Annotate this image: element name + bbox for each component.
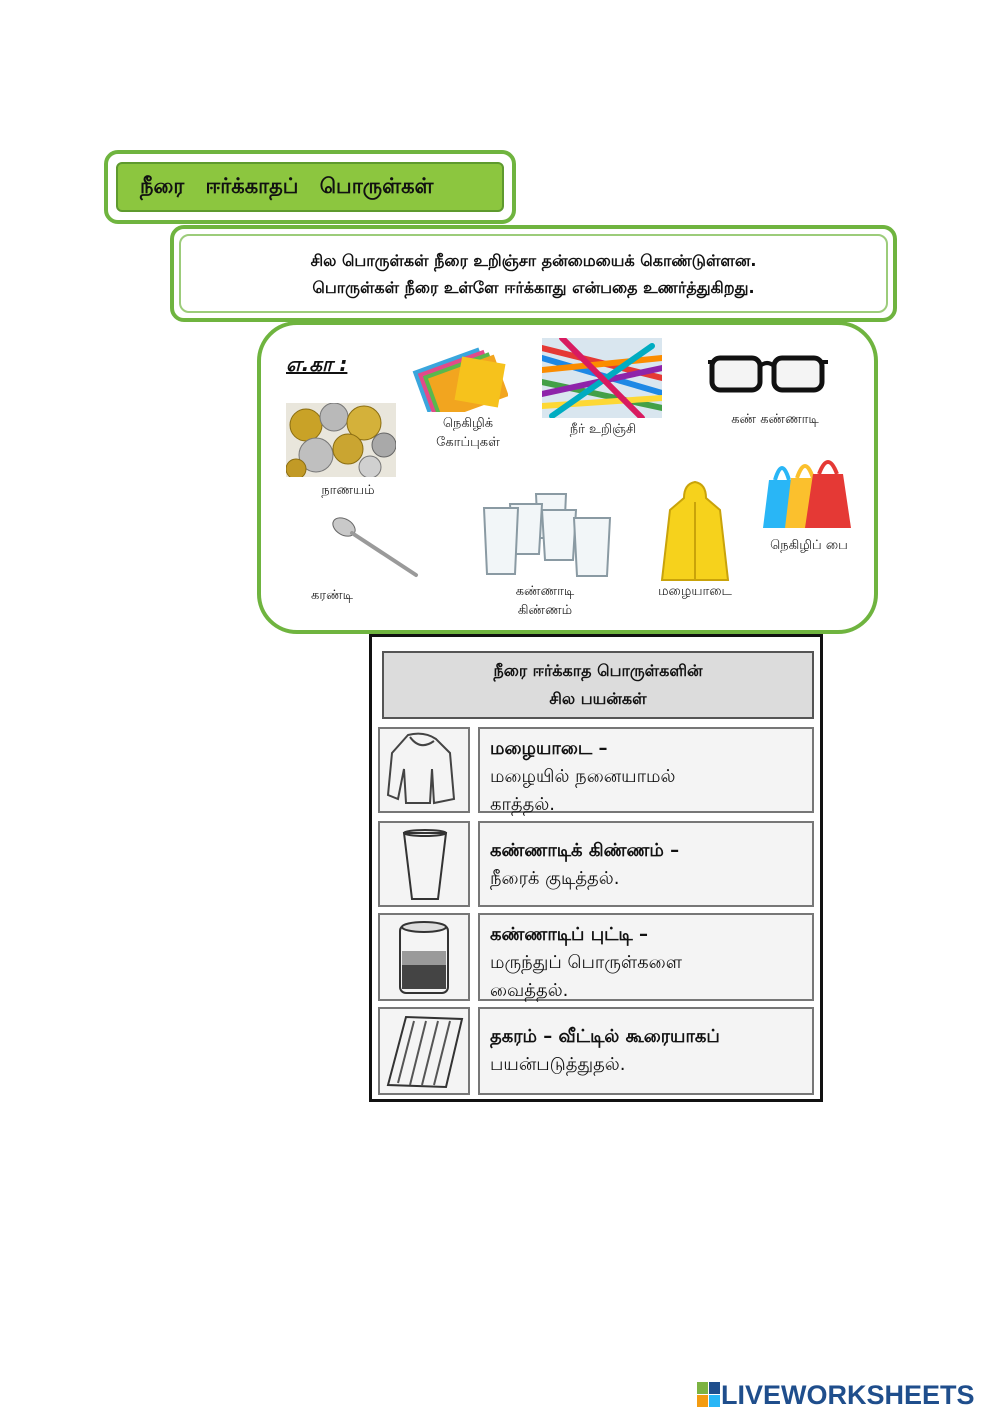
- description-line-2: பொருள்கள் நீரை உள்ளே ஈர்க்காது என்பதை உணர்த்துகிறது.: [312, 277, 755, 297]
- use-row-2-line-1: நீரைக் குடித்தல்.: [490, 868, 620, 889]
- drinking-glass-caption: [500, 582, 590, 620]
- example-label: எ.கா :: [286, 352, 348, 376]
- use-row-1-line-1: மழையில் நனையாமல்: [490, 766, 676, 787]
- use-row-2: [478, 821, 814, 907]
- plastic-files-caption-line-1: நெகிழிக்: [442, 416, 494, 431]
- straw-image: [542, 338, 662, 418]
- plastic-bag-image: [755, 450, 853, 530]
- use-row-4-name: தகரம் – வீட்டில் கூரையாகப்: [490, 1026, 720, 1047]
- use-row-4-line-1: பயன்படுத்துதல்.: [490, 1054, 626, 1075]
- uses-header-line-1: நீரை ஈர்க்காத பொருள்களின்: [493, 661, 703, 680]
- description-line-1: சில பொருள்கள் நீரை உறிஞ்சா தன்மையைக் கொண்டுள்ளன.: [310, 250, 757, 270]
- uses-table: [369, 634, 823, 1102]
- raincoat-image: [660, 480, 730, 584]
- plastic-files-caption: [418, 414, 518, 452]
- straw-caption: நீர் உறிஞ்சி: [569, 422, 637, 437]
- drinking-glass-image: [480, 490, 614, 580]
- raincoat-sketch-icon: [378, 727, 470, 813]
- uses-table-header: [382, 651, 814, 719]
- liveworksheets-logo-icon: [697, 1382, 721, 1408]
- plastic-bag-caption: நெகிழிப் பை: [770, 538, 848, 553]
- drinking-glass-caption-line-2: கிண்ணம்: [517, 603, 573, 618]
- use-row-1: [478, 727, 814, 813]
- use-row-2-name: கண்ணாடிக் கிண்ணம் –: [490, 840, 680, 861]
- eyeglasses-image: [706, 352, 830, 398]
- liveworksheets-logo: [697, 1380, 975, 1410]
- use-row-3-line-2: வைத்தல்.: [490, 980, 569, 1001]
- plastic-files-image: [410, 346, 508, 412]
- coins-caption: நாணயம்: [321, 483, 375, 498]
- use-row-3: [478, 913, 814, 1001]
- use-row-3-line-1: மருந்துப் பொருள்களை: [490, 952, 682, 973]
- description-text: [179, 234, 888, 313]
- title-box: [104, 150, 516, 224]
- coins-image: [286, 403, 396, 477]
- plastic-files-caption-line-2: கோப்புகள்: [436, 435, 500, 450]
- tin-sheet-sketch-icon: [378, 1007, 470, 1095]
- liveworksheets-logo-text: LIVEWORKSHEETS: [721, 1379, 975, 1410]
- bottle-sketch-icon: [378, 913, 470, 1001]
- cup-sketch-icon: [378, 821, 470, 907]
- eyeglasses-caption: கண் கண்ணாடி: [731, 412, 819, 427]
- use-row-1-name: மழையாடை –: [490, 738, 608, 759]
- drinking-glass-caption-line-1: கண்ணாடி: [515, 584, 575, 599]
- use-row-3-name: கண்ணாடிப் புட்டி –: [490, 924, 649, 945]
- description-box: [170, 225, 897, 322]
- spoon-caption: கரண்டி: [311, 588, 353, 603]
- page-title: நீரை ஈர்க்காதப் பொருள்கள்: [116, 162, 504, 212]
- raincoat-caption: மழையாடை: [658, 584, 732, 599]
- uses-header-line-2: சில பயன்கள்: [549, 689, 647, 708]
- spoon-image: [330, 515, 422, 581]
- use-row-1-line-2: காத்தல்.: [490, 794, 556, 815]
- use-row-4: [478, 1007, 814, 1095]
